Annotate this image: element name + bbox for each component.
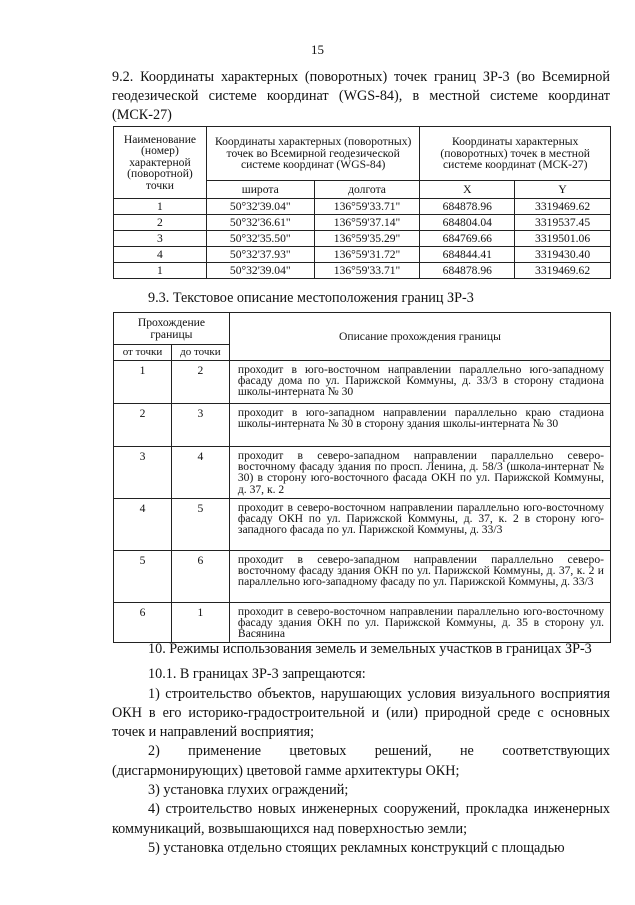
y-cell: 3319469.62	[515, 263, 611, 279]
col-from-header: от точки	[114, 345, 172, 361]
page-number: 15	[311, 42, 324, 57]
table-row	[114, 603, 611, 643]
table-row	[114, 199, 611, 215]
table-row	[114, 551, 611, 603]
from-cell: 6	[114, 603, 172, 643]
section-10-title: 10. Режимы использования земель и земельных участков в границах ЗР-3	[148, 641, 592, 657]
col-point-header: Наименование (номер) характерной (поворотной) точки	[114, 127, 207, 199]
x-cell: 684804.04	[420, 215, 515, 231]
table-row	[114, 231, 611, 247]
to-cell: 6	[171, 551, 229, 603]
desc-cell: проходит в юго-восточном направлении параллельно юго-западному фасаду дома по ул. Парижской Коммуны, д. 33/3 в сторону стадиона школы-интерната № 30	[229, 361, 610, 404]
list-item: 5) установка отдельно стоящих рекламных конструкций с площадью	[148, 839, 565, 856]
col-desc-header: Описание прохождения границы	[229, 313, 610, 361]
point-cell: 1	[114, 199, 207, 215]
desc-cell: проходит в северо-восточном направлении параллельно юго-восточному фасаду здания ОКН по ул. Парижской Коммуны, д. 35 в сторону ул. Васянина	[229, 603, 610, 643]
x-cell: 684878.96	[420, 199, 515, 215]
table-row	[114, 215, 611, 231]
point-cell: 3	[114, 231, 207, 247]
col-passage-header: Прохождение границы	[114, 313, 230, 345]
desc-cell: проходит в юго-западном направлении параллельно краю стадиона школы-интерната № 30 в сторону здания школы-интерната № 30	[229, 404, 610, 447]
desc-cell: проходит в северо-восточном направлении параллельно юго-восточному фасаду ОКН по ул. Парижской Коммуны, д. 37, к. 2 в сторону юго-западного фасада по ул. Парижской Коммуны, д. 33/3	[229, 499, 610, 551]
point-cell: 2	[114, 215, 207, 231]
to-cell: 1	[171, 603, 229, 643]
to-cell: 4	[171, 447, 229, 499]
x-cell: 684769.66	[420, 231, 515, 247]
lat-cell: 50°32'35.50"	[206, 231, 314, 247]
from-cell: 1	[114, 361, 172, 404]
table-row	[114, 361, 611, 404]
list-item: 3) установка глухих ограждений;	[148, 782, 349, 799]
y-cell: 3319430.40	[515, 247, 611, 263]
lon-cell: 136°59'35.29"	[314, 231, 420, 247]
lat-cell: 50°32'36.61"	[206, 215, 314, 231]
coordinates-table	[113, 126, 611, 279]
boundary-description-table	[113, 312, 611, 643]
col-wgs-header: Координаты характерных (поворотных) точек во Всемирной геодезической системе координат (WGS-84)	[206, 127, 420, 181]
sub-y-header: Y	[515, 181, 611, 199]
list-item: 2) применение цветовых решений, не соответствующих (дисгармонирующих) цветовой гамме архитектуры ОКН;	[112, 743, 610, 779]
desc-cell: проходит в северо-западном направлении параллельно северо-восточному фасаду здания ОКН по ул. Парижской Коммуны, д. 37, к. 2 и параллельно юго-западному фасаду по ул. Парижской Коммуны, д. 33/3	[229, 551, 610, 603]
to-cell: 3	[171, 404, 229, 447]
section-9-3-title: 9.3. Текстовое описание местоположения границ ЗР-3	[148, 290, 474, 306]
col-msk-header: Координаты характерных (поворотных) точек в местной системе координат (МСК-27)	[420, 127, 611, 181]
col-to-header: до точки	[171, 345, 229, 361]
lat-cell: 50°32'39.04"	[206, 199, 314, 215]
lon-cell: 136°59'33.71"	[314, 199, 420, 215]
table-row	[114, 447, 611, 499]
point-cell: 4	[114, 247, 207, 263]
to-cell: 2	[171, 361, 229, 404]
from-cell: 5	[114, 551, 172, 603]
from-cell: 2	[114, 404, 172, 447]
lon-cell: 136°59'31.72"	[314, 247, 420, 263]
table-row	[114, 404, 611, 447]
sub-lat-header: широта	[206, 181, 314, 199]
from-cell: 3	[114, 447, 172, 499]
lon-cell: 136°59'37.14"	[314, 215, 420, 231]
to-cell: 5	[171, 499, 229, 551]
from-cell: 4	[114, 499, 172, 551]
list-item: 1) строительство объектов, нарушающих условия визуального восприятия ОКН в его историко-градостроительной и (или) природной среде с основных точек и направлений восприятия;	[112, 685, 610, 741]
x-cell: 684878.96	[420, 263, 515, 279]
sub-lon-header: долгота	[314, 181, 420, 199]
desc-cell: проходит в северо-западном направлении параллельно северо-восточному фасаду здания по просп. Ленина, д. 58/3 (школа-интернат № 30) в сторону юго-восточного фасада ОКН по ул. Парижской Коммуны, д. 37, к. 2	[229, 447, 610, 499]
table-row	[114, 247, 611, 263]
lon-cell: 136°59'33.71"	[314, 263, 420, 279]
lat-cell: 50°32'37.93"	[206, 247, 314, 263]
table-row	[114, 499, 611, 551]
table-row	[114, 263, 611, 279]
list-item: 4) строительство новых инженерных сооружений, прокладка инженерных коммуникаций, возвышающихся над поверхностью земли;	[112, 801, 610, 837]
section-10-1-title: 10.1. В границах ЗР-3 запрещаются:	[148, 666, 366, 683]
section-10	[112, 640, 610, 858]
y-cell: 3319469.62	[515, 199, 611, 215]
lat-cell: 50°32'39.04"	[206, 263, 314, 279]
section-9-2-title: 9.2. Координаты характерных (поворотных) точек границ ЗР-3 (во Всемирной геодезической системе координат (WGS-84), в местной системе координат (МСК-27)	[112, 69, 610, 123]
y-cell: 3319501.06	[515, 231, 611, 247]
sub-x-header: X	[420, 181, 515, 199]
point-cell: 1	[114, 263, 207, 279]
y-cell: 3319537.45	[515, 215, 611, 231]
x-cell: 684844.41	[420, 247, 515, 263]
